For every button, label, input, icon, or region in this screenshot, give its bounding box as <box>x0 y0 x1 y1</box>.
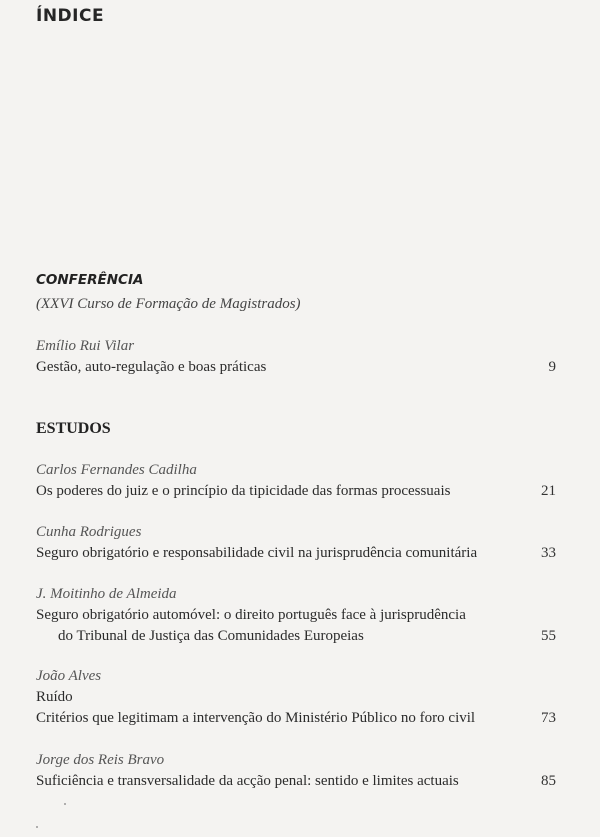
entry-page-number: 9 <box>548 359 556 375</box>
entry-title <box>36 771 556 792</box>
entry-title-text: Seguro obrigatório automóvel: o direito português face à jurisprudência <box>36 607 466 623</box>
entry-title <box>36 543 556 564</box>
toc-entry-rodrigues <box>36 522 556 564</box>
toc-entry-vilar <box>36 336 556 378</box>
entry-title-line-2 <box>36 708 556 729</box>
entry-title-line-2 <box>36 626 556 647</box>
entry-title-text: Critérios que legitimam a intervenção do Ministério Público no foro civil <box>36 710 476 726</box>
entry-title-line-1 <box>36 605 556 626</box>
toc-entry-bravo <box>36 750 556 792</box>
entry-title-text: Os poderes do juiz e o princípio da tipicidade das formas processuais <box>36 483 451 499</box>
page-title: ÍNDICE <box>36 6 105 26</box>
entry-title <box>36 357 556 378</box>
toc-entry-alves <box>36 666 556 729</box>
entry-title-text: Ruído <box>36 689 73 705</box>
entry-page-number: 85 <box>541 773 556 789</box>
paper-speck <box>64 803 66 805</box>
entry-title <box>36 481 556 502</box>
entry-title-line-1 <box>36 687 556 708</box>
entry-title-text: do Tribunal de Justiça das Comunidades Europeias <box>58 628 364 644</box>
entry-author: Carlos Fernandes Cadilha <box>36 462 197 478</box>
entry-page-number: 55 <box>541 628 556 644</box>
entry-page-number: 21 <box>541 483 556 499</box>
entry-page-number: 33 <box>541 545 556 561</box>
toc-entry-cadilha <box>36 460 556 502</box>
entry-author: Cunha Rodrigues <box>36 524 142 540</box>
entry-author: Emílio Rui Vilar <box>36 338 135 354</box>
paper-speck <box>36 826 38 828</box>
entry-author: João Alves <box>36 668 102 684</box>
toc-entry-almeida <box>36 584 556 647</box>
entry-page-number: 73 <box>541 710 556 726</box>
section-title-estudos: ESTUDOS <box>36 420 111 437</box>
entry-title-text: Suficiência e transversalidade da acção penal: sentido e limites actuais <box>36 773 459 789</box>
entry-author: Jorge dos Reis Bravo <box>36 752 165 768</box>
entry-title-text: Seguro obrigatório e responsabilidade civil na jurisprudência comunitária <box>36 545 478 561</box>
entry-author: J. Moitinho de Almeida <box>36 586 177 602</box>
entry-title-text: Gestão, auto-regulação e boas práticas <box>36 359 267 375</box>
section-subtitle: (XXVI Curso de Formação de Magistrados) <box>36 296 301 312</box>
section-title-conferencia: CONFERÊNCIA <box>36 272 144 288</box>
